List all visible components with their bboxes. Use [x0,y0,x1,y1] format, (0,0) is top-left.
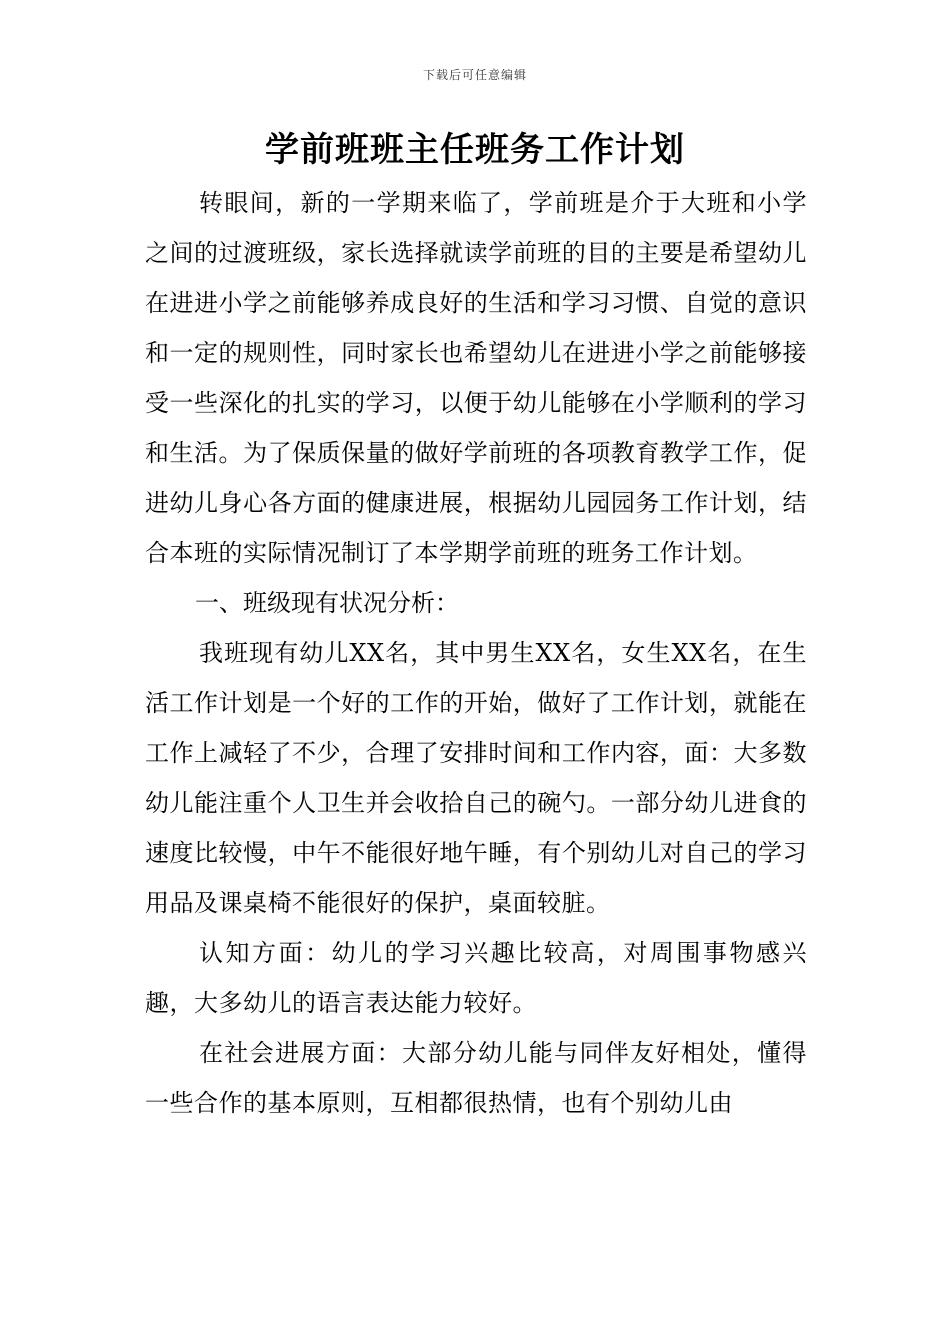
document-body [145,178,807,1128]
intro-paragraph: 转眼间，新的一学期来临了，学前班是介于大班和小学之间的过渡班级，家长选择就读学前班的目的主要是希望幼儿在进进小学之前能够养成良好的生活和学习习惯、自觉的意识和一定的规则性，同时家长也希望幼儿在进进小学之前能够接受一些深化的扎实的学习，以便于幼儿能够在小学顺利的学习和生活。为了保质保量的做好学前班的各项教育教学工作，促进幼儿身心各方面的健康进展，根据幼儿园园务工作计划，结合本班的实际情况制订了本学期学前班的班务工作计划。 [145,189,807,567]
cognition-paragraph: 认知方面：幼儿的学习兴趣比较高，对周围事物感兴趣，大多幼儿的语言表达能力较好。 [145,939,807,1017]
class-status-paragraph: 我班现有幼儿XX名，其中男生XX名，女生XX名，在生活工作计划是一个好的工作的开始，做好了工作计划，就能在工作上减轻了不少，合理了安排时间和工作内容，面：大多数幼儿能注重个人卫生并会收拾自己的碗勺。一部分幼儿进食的速度比较慢，中午不能很好地午睡，有个别幼儿对自己的学习用品及课桌椅不能很好的保护，桌面较脏。 [145,639,807,917]
header-note: 下载后可任意编辑 [422,68,527,82]
section-heading: 一、班级现有状况分析： [195,589,459,617]
social-paragraph: 在社会进展方面：大部分幼儿能与同伴友好相处，懂得一些合作的基本原则，互相都很热情，也有个别幼儿由 [145,1039,807,1117]
document-title: 学前班班主任班务工作计划 [265,130,685,170]
